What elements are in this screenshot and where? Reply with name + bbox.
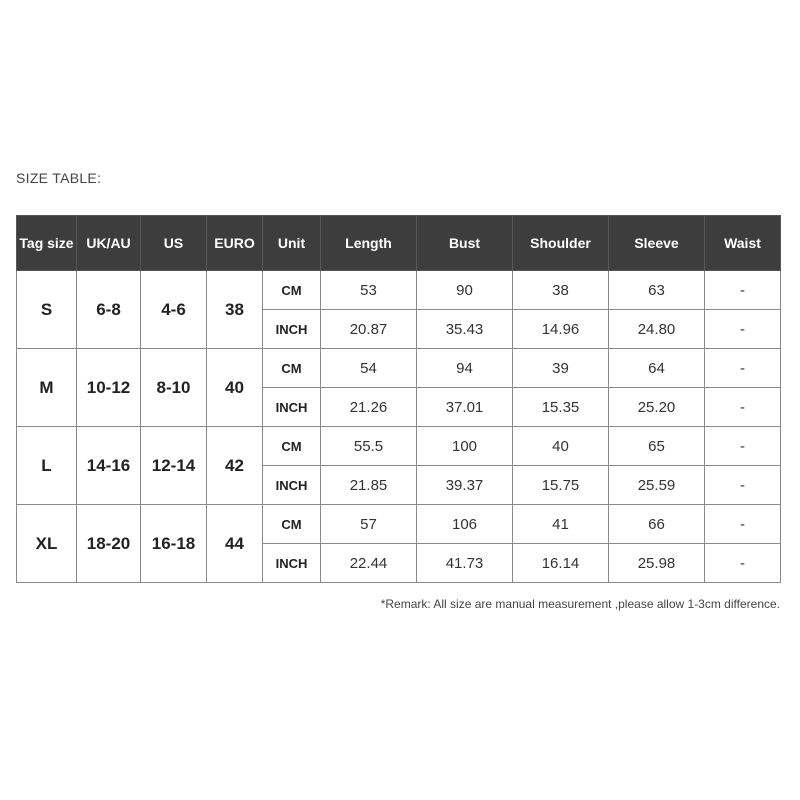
sleeve-cell: 25.20 <box>609 388 705 427</box>
shoulder-cell: 40 <box>513 427 609 466</box>
sleeve-cell: 25.98 <box>609 544 705 583</box>
length-cell: 53 <box>321 271 417 310</box>
sleeve-cell: 65 <box>609 427 705 466</box>
length-cell: 54 <box>321 349 417 388</box>
waist-cell: - <box>705 310 781 349</box>
waist-cell: - <box>705 544 781 583</box>
tag-size-cell: XL <box>17 505 77 583</box>
us-cell: 12-14 <box>141 427 207 505</box>
sleeve-cell: 24.80 <box>609 310 705 349</box>
length-cell: 21.85 <box>321 466 417 505</box>
unit-cell: INCH <box>263 310 321 349</box>
waist-cell: - <box>705 349 781 388</box>
header-sleeve: Sleeve <box>609 216 705 271</box>
shoulder-cell: 14.96 <box>513 310 609 349</box>
uk-au-cell: 6-8 <box>77 271 141 349</box>
bust-cell: 41.73 <box>417 544 513 583</box>
waist-cell: - <box>705 388 781 427</box>
us-cell: 8-10 <box>141 349 207 427</box>
bust-cell: 37.01 <box>417 388 513 427</box>
header-length: Length <box>321 216 417 271</box>
euro-cell: 38 <box>207 271 263 349</box>
sleeve-cell: 25.59 <box>609 466 705 505</box>
waist-cell: - <box>705 466 781 505</box>
shoulder-cell: 38 <box>513 271 609 310</box>
sleeve-cell: 63 <box>609 271 705 310</box>
header-us: US <box>141 216 207 271</box>
remark-note: *Remark: All size are manual measurement ,please allow 1-3cm difference. <box>380 597 780 611</box>
tag-size-cell: M <box>17 349 77 427</box>
euro-cell: 44 <box>207 505 263 583</box>
uk-au-cell: 10-12 <box>77 349 141 427</box>
header-shoulder: Shoulder <box>513 216 609 271</box>
header-bust: Bust <box>417 216 513 271</box>
page-title: SIZE TABLE: <box>16 170 102 186</box>
table-row <box>17 427 781 466</box>
sleeve-cell: 64 <box>609 349 705 388</box>
waist-cell: - <box>705 505 781 544</box>
unit-cell: INCH <box>263 388 321 427</box>
size-table <box>16 215 781 583</box>
us-cell: 16-18 <box>141 505 207 583</box>
waist-cell: - <box>705 271 781 310</box>
bust-cell: 35.43 <box>417 310 513 349</box>
header-waist: Waist <box>705 216 781 271</box>
length-cell: 57 <box>321 505 417 544</box>
waist-cell: - <box>705 427 781 466</box>
bust-cell: 39.37 <box>417 466 513 505</box>
length-cell: 21.26 <box>321 388 417 427</box>
header-euro: EURO <box>207 216 263 271</box>
sleeve-cell: 66 <box>609 505 705 544</box>
unit-cell: INCH <box>263 544 321 583</box>
header-row <box>17 216 781 271</box>
bust-cell: 106 <box>417 505 513 544</box>
unit-cell: CM <box>263 271 321 310</box>
header-tag-size: Tag size <box>17 216 77 271</box>
unit-cell: CM <box>263 505 321 544</box>
tag-size-cell: L <box>17 427 77 505</box>
shoulder-cell: 39 <box>513 349 609 388</box>
shoulder-cell: 16.14 <box>513 544 609 583</box>
unit-cell: INCH <box>263 466 321 505</box>
euro-cell: 42 <box>207 427 263 505</box>
us-cell: 4-6 <box>141 271 207 349</box>
shoulder-cell: 15.35 <box>513 388 609 427</box>
unit-cell: CM <box>263 427 321 466</box>
table-row <box>17 505 781 544</box>
length-cell: 20.87 <box>321 310 417 349</box>
euro-cell: 40 <box>207 349 263 427</box>
uk-au-cell: 18-20 <box>77 505 141 583</box>
length-cell: 55.5 <box>321 427 417 466</box>
shoulder-cell: 41 <box>513 505 609 544</box>
shoulder-cell: 15.75 <box>513 466 609 505</box>
uk-au-cell: 14-16 <box>77 427 141 505</box>
header-uk-au: UK/AU <box>77 216 141 271</box>
unit-cell: CM <box>263 349 321 388</box>
bust-cell: 90 <box>417 271 513 310</box>
tag-size-cell: S <box>17 271 77 349</box>
table-row <box>17 349 781 388</box>
bust-cell: 100 <box>417 427 513 466</box>
header-unit: Unit <box>263 216 321 271</box>
length-cell: 22.44 <box>321 544 417 583</box>
bust-cell: 94 <box>417 349 513 388</box>
table-row <box>17 271 781 310</box>
